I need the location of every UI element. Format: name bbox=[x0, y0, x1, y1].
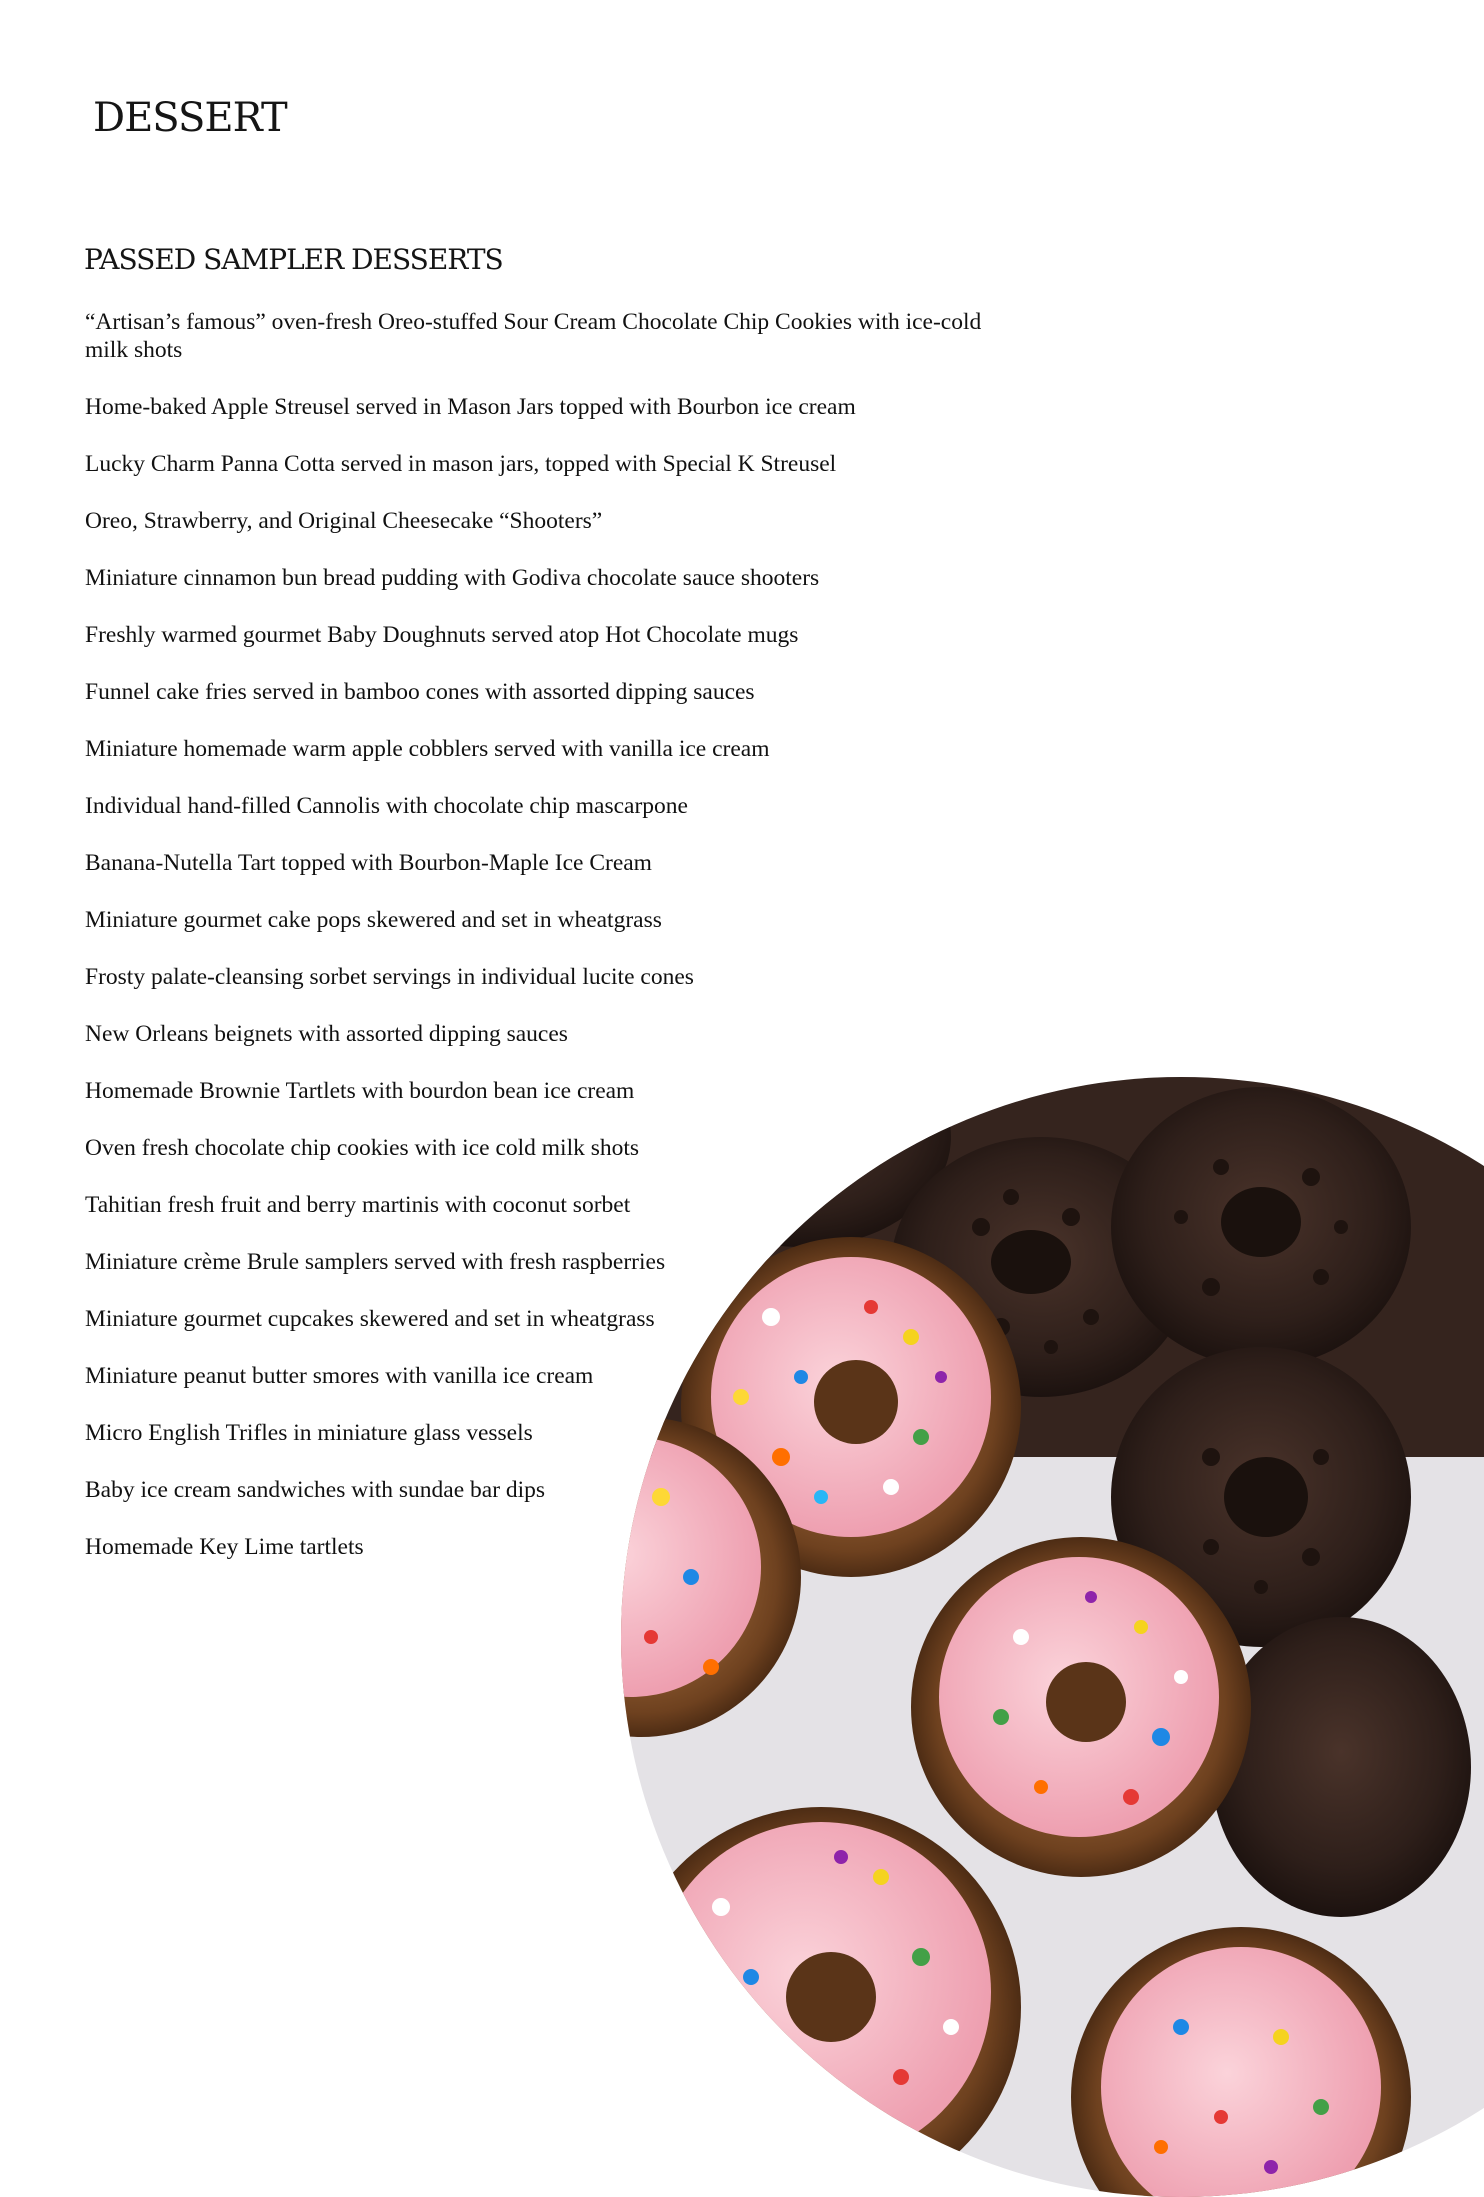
list-item: Miniature gourmet cake pops skewered and set in wheatgrass bbox=[85, 907, 662, 933]
list-item: Miniature cinnamon bun bread pudding with Godiva chocolate sauce shooters bbox=[85, 565, 820, 591]
page-title: DESSERT bbox=[93, 95, 287, 141]
list-item: “Artisan’s famous” oven-fresh Oreo-stuffed Sour Cream Chocolate Chip Cookies with ice-cold milk shots bbox=[85, 309, 982, 363]
list-item: Miniature peanut butter smores with vanilla ice cream bbox=[85, 1363, 594, 1389]
list-item: Miniature homemade warm apple cobblers served with vanilla ice cream bbox=[85, 736, 770, 762]
list-item: Baby ice cream sandwiches with sundae bar dips bbox=[85, 1477, 546, 1503]
list-item: Miniature gourmet cupcakes skewered and set in wheatgrass bbox=[85, 1306, 655, 1332]
list-item: Oven fresh chocolate chip cookies with ice cold milk shots bbox=[85, 1135, 640, 1161]
list-item: Frosty palate-cleansing sorbet servings in individual lucite cones bbox=[85, 964, 694, 990]
list-item: Micro English Trifles in miniature glass vessels bbox=[85, 1420, 533, 1446]
section-title: PASSED SAMPLER DESSERTS bbox=[84, 243, 503, 276]
list-item: Banana-Nutella Tart topped with Bourbon-Maple Ice Cream bbox=[85, 850, 652, 876]
list-item: Home-baked Apple Streusel served in Mason Jars topped with Bourbon ice cream bbox=[85, 394, 856, 420]
list-item: Homemade Key Lime tartlets bbox=[85, 1534, 364, 1560]
pink-donut-bottom bbox=[621, 1807, 1021, 2197]
list-item: Homemade Brownie Tartlets with bourdon bean ice cream bbox=[85, 1078, 635, 1104]
list-item: Miniature crème Brule samplers served with fresh raspberries bbox=[85, 1249, 666, 1275]
list-item: Funnel cake fries served in bamboo cones with assorted dipping sauces bbox=[85, 679, 755, 705]
list-item: Tahitian fresh fruit and berry martinis with coconut sorbet bbox=[85, 1192, 631, 1218]
list-item: Freshly warmed gourmet Baby Doughnuts served atop Hot Chocolate mugs bbox=[85, 622, 799, 648]
list-item: Individual hand-filled Cannolis with chocolate chip mascarpone bbox=[85, 793, 688, 819]
pink-donut-middle bbox=[911, 1537, 1251, 1877]
list-item: Oreo, Strawberry, and Original Cheesecake “Shooters” bbox=[85, 508, 603, 534]
list-item: Lucky Charm Panna Cotta served in mason jars, topped with Special K Streusel bbox=[85, 451, 837, 477]
list-item: New Orleans beignets with assorted dipping sauces bbox=[85, 1021, 568, 1047]
